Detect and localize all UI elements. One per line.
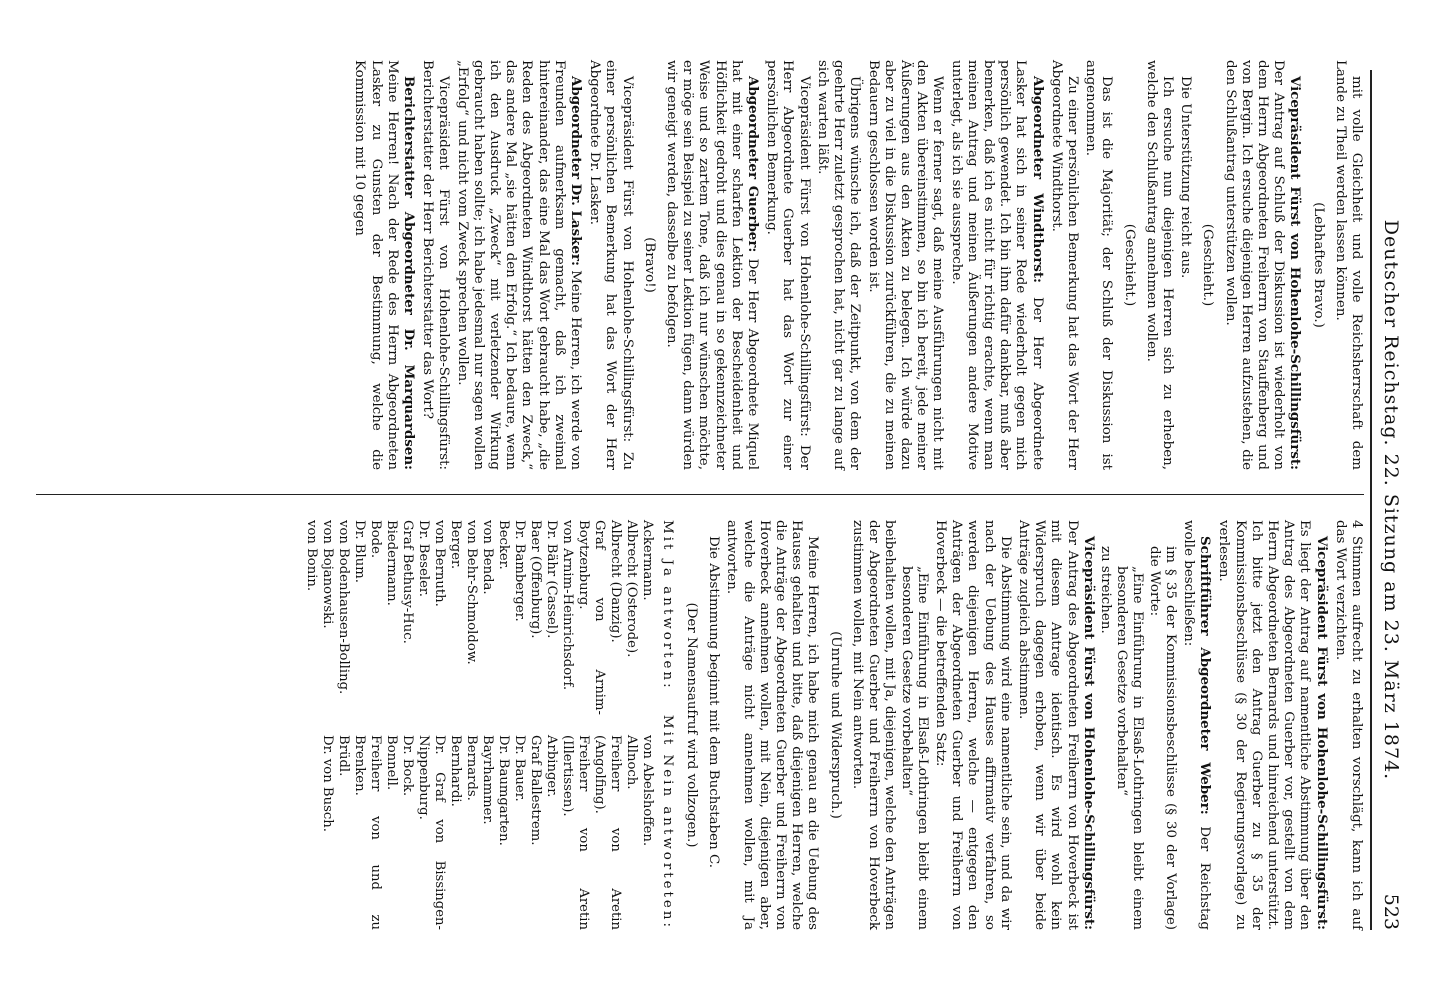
speaker-name: Abgeordneter Windthorst:: [1029, 76, 1046, 283]
voter-name: Albrecht (Osterode).: [623, 520, 639, 658]
paragraph-text: 4 Stimmen aufrecht zu erhalten vorschlägt, kann ich auf das Wort verzichten.: [1332, 520, 1364, 930]
voter-name: Freiherr von und zu Brenken.: [351, 735, 383, 930]
voter-name: Freiherr von Aretin (Illertissen).: [559, 735, 591, 930]
paragraph: [849, 520, 898, 930]
no-voter-list: [303, 735, 655, 930]
paragraph: [814, 60, 863, 470]
paragraph: [663, 60, 761, 470]
paragraph-text: Meine Herren! Nach der Rede des Herrn Abgeordneten Lasker zu Gunsten der Bestimmung, welche die Kommission mit 10 gegen: [352, 60, 400, 470]
paragraph: [763, 60, 812, 470]
paragraph-text: Die Abstimmung beginnt mit dem Buchstaben C.: [706, 536, 722, 868]
voter-name: von Bonin.: [303, 520, 319, 592]
voter-name: von Benda.: [479, 520, 495, 595]
voter-name: Bernards.: [463, 735, 479, 801]
paragraph: [864, 60, 945, 470]
paragraph: [1180, 520, 1213, 930]
paragraph-text: (Unruhe und Widerspruch.): [827, 631, 843, 819]
paragraph-text: zu streichen.: [1097, 546, 1113, 634]
voter-name: Biedermann.: [383, 520, 399, 606]
voter-name: Bonnell.: [383, 735, 399, 791]
right-column: [30, 520, 1364, 930]
paragraph: [1215, 520, 1329, 930]
paragraph-text: Wenn er ferner sagt, daß meine Ausführungen nicht mit den Akten übereinstimmen, so bin ich bereit, jede meiner Äußerungen aus den Akten zu belegen. Ich würde dazu aber zu viel in die Diskussion zurückführen, die zu meinen Bedauern geschlossen worden ist.: [865, 60, 946, 470]
paragraph-text: Meine Herren, ich habe mich genau an die Uebung des Hauses gehalten und bitte, daß diejenigen Herren, welche die Anträge der Abgeordneten Guerber und Freiherrn von Hoverbeck annehmen wollen, mit Nein, diejenigen aber, welche die Anträge nicht annehmen wollen, mit Ja antworten.: [724, 520, 821, 930]
voter-name: Dr. von Busch.: [319, 735, 335, 832]
voter-name: Graf Ballestrem.: [527, 735, 543, 846]
voter-name: Allnoch.: [623, 735, 639, 790]
column-divider: [36, 494, 1364, 495]
left-column: [30, 60, 1364, 470]
voter-name: Becker.: [495, 520, 511, 570]
paragraph: [1332, 60, 1364, 470]
yes-voter-list: [303, 520, 655, 715]
vote-no-label: Mit Nein antworteten:: [659, 714, 675, 930]
quoted-text: [1097, 520, 1113, 930]
paragraph-text: Das ist die Majorität; der Schluß der Diskussion ist angenommen.: [1083, 60, 1115, 470]
voter-name: Baer (Offenburg).: [527, 520, 543, 639]
paragraph-text: Die Unterstützung reicht aus.: [1178, 76, 1194, 279]
paragraph-text: mit volle Gleichheit und volle Reichsherrschaft dem Lande zu Theil werden lassen können.: [1332, 60, 1364, 470]
stage-direction: [683, 520, 699, 930]
quoted-clause: [897, 520, 929, 930]
speaker-name: Abgeordneter Guerber:: [745, 76, 762, 253]
speaker-name: Abgeordneter Dr. Lasker:: [568, 76, 585, 266]
voter-name: von Bodenhausen-Bolling.: [335, 520, 351, 695]
voter-name: von Arnim-Heinrichsdorf.: [559, 520, 575, 691]
voter-name: Dr. Graf von Bissingen-Nippenburg.: [415, 735, 447, 930]
paragraph: [1015, 520, 1097, 930]
voter-name: Dr. Bock.: [399, 735, 415, 797]
paragraph-text: Der Herr Abgeordnete Miquel hat mit einer scharfen Lektion der Bescheidenheit und Höflichkeit gedroht und dies genau in so gekennzeichneter Weise und so zartem Tone, daß ich nur wünschen möchte, er möge sein Beispiel zu seiner Lektion fügen, dann würden wir geneigt werden, dasselbe zu befolgen.: [664, 60, 761, 470]
voter-name: Bernhardi.: [447, 735, 463, 807]
paragraph-text: (Lebhaftes Bravo.): [1310, 202, 1326, 328]
paragraph: [1332, 520, 1364, 930]
paragraph-text: Ich ersuche nun diejenigen Herren sich zu erheben, welche den Schlußantrag annehmen wollen.: [1143, 60, 1175, 470]
voter-name: von Abelshoffen.: [639, 735, 655, 847]
paragraph: [1221, 60, 1303, 470]
paragraph: [932, 520, 1013, 930]
paragraph: [705, 520, 721, 930]
voter-name: Berger.: [447, 520, 463, 570]
stage-direction: [1120, 60, 1136, 470]
paragraph-text: Der Antrag auf Schluß der Diskussion ist wiederholt von dem Herrn Abgeordneten Freiherrn von Stauffenberg und von Bergin. Ich ersuche diejenigen Herren aufzustehen, die den Schlußantrag unterstützen wollen.: [1222, 60, 1287, 470]
page-number: 523: [1380, 893, 1402, 930]
vote-yes-label: Mit Ja antworten:: [659, 520, 675, 691]
voter-name: Brüdl.: [335, 735, 351, 777]
paragraph-text: Meine Herren, ich werde von Freunden aufmerksam gemacht, daß ich zweimal hintereinander, das eine Mal das Wort gebraucht habe, „die Reden des Abgeordneten Windthorst hätten den Zweck,“ das andere Mal „sie hätten den Erfolg.“ Ich bedaure, wenn ich den Ausdruck „Zweck“ mit verletzender Wirkung gebraucht haben sollte; ich habe jedesmal nur sagen wollen „Erfolg“ und nicht vom Zweck sprechen wollen.: [454, 60, 584, 470]
speaker-name: Vicepräsident Fürst von Hohenlohe-Schillingsfürst:: [1287, 76, 1304, 470]
page-title: Deutscher Reichstag. 22. Sitzung am 23. März 1874.: [1380, 219, 1402, 781]
speaker-name: Vicepräsident Fürst von Hohenlohe-Schillingsfürst:: [1080, 536, 1097, 930]
voter-name: Arbinger.: [543, 735, 559, 798]
paragraph-text: „Eine Einführung in Elsaß-Lothringen bleibt einem besonderen Gesetze vorbehalten“: [1114, 566, 1146, 930]
paragraph: [723, 520, 820, 930]
paragraph-text: „Eine Einführung in Elsaß-Lothringen bleibt einem besonderen Gesetze vorbehalten“: [898, 566, 930, 930]
paragraph: [453, 60, 584, 470]
quoted-text: [1145, 520, 1177, 930]
voter-name: Albrecht (Danzig).: [607, 520, 623, 643]
voter-name: Dr. Blum.: [351, 520, 367, 583]
vote-header: [659, 520, 675, 930]
paragraph-text: Vicepräsident Fürst von Hohenlohe-Schillingsfürst: Zu einer persönlichen Bemerkung hat das Wort der Herr Abgeordnete Dr. Lasker.: [587, 60, 635, 470]
paragraph: [1048, 60, 1080, 470]
paragraph: [586, 60, 635, 470]
paragraph-text: (Bravo!): [641, 237, 657, 293]
voter-name: Bode.: [367, 520, 383, 559]
paragraph-text: Vicepräsident Fürst von Hohenlohe-Schillingsfürst: Berichterstatter der Herr Berichterstatter das Wort?: [420, 60, 452, 470]
quoted-clause: [1113, 520, 1145, 930]
voter-name: Graf von Arnim-Boytzenburg.: [575, 520, 607, 715]
paragraph-text: (Der Namensaufruf wird vollzogen.): [684, 602, 700, 848]
paragraph-text: Zu einer persönlichen Bemerkung hat das Wort der Herr Abgeordnete Windthorst.: [1048, 60, 1080, 470]
paragraph-text: Übrigens wünsche ich, daß der Zeitpunkt, von dem der geehrte Herr zuletzt gesprochen hat, nicht gar zu lange auf sich warten läßt.: [814, 60, 863, 470]
voter-name: Dr. Bamberger.: [511, 520, 527, 622]
voter-name: Dr. Baumgarten.: [495, 735, 511, 846]
paragraph-text: Die Abstimmung wird eine namentliche sein, und da wir nach der Uebung des Hauses affirmativ verfahren, so werden diejenigen Herren, welche — entgegen den Anträgen der Abgeordneten Guerber und Freiherrn von Hoverbeck — die betreffenden Satz:: [932, 520, 1013, 930]
voter-name: Ackermann.: [639, 520, 655, 601]
paragraph: [351, 60, 417, 470]
voter-name: Dr. Bähr (Cassel).: [543, 520, 559, 639]
voter-name: Graf Bethusy-Huc.: [399, 520, 415, 644]
paragraph: [1177, 60, 1193, 470]
paragraph-text: Der Antrag des Abgeordneten Freiherrn von Hoverbeck ist mit diesem Antrage identisch. Es wird wohl kein Widerspruch dagegen erhoben, wenn wir über beide Anträge zugleich abstimmen.: [1015, 520, 1080, 930]
paragraph-text: beibehalten wollen, mit Ja, diejenigen, welche den Anträgen der Abgeordneten Guerber und Freiherrn von Hoverbeck zustimmen wollen, mit Nein antworten.: [849, 520, 898, 930]
stage-direction: [827, 520, 843, 930]
voter-name: Dr. Beseler.: [415, 520, 431, 597]
stage-direction: [1309, 60, 1325, 470]
voter-name: Bayrhammer.: [479, 735, 495, 825]
stage-direction: [1199, 60, 1215, 470]
speaker-name: Berichterstatter Abgeordneter Dr. Marquardsen:: [401, 76, 418, 470]
voter-name: von Behr-Schmoldow.: [463, 520, 479, 665]
paragraph-text: Der Herr Abgeordnete Lasker hat sich in seiner Rede wiederholt gegen mich persönlich gewendet. Ich bin ihm dafür dankbar, muß aber bemerken, daß ich es nicht für richtig erachte, wenn man meinen Antrag und meinen Äußerungen andere Motive unterlegt, als ich sie ausspreche.: [948, 60, 1045, 470]
paragraph: [1143, 60, 1175, 470]
paragraph-text: Vicepräsident Fürst von Hohenlohe-Schillingsfürst: Der Herr Abgeordnete Guerber hat das Wort zur einer persönlichen Bemerkung.: [764, 60, 812, 470]
stage-direction: [641, 60, 657, 470]
voter-name: von Bojanowski.: [319, 520, 335, 629]
speaker-name: Vicepräsident Fürst von Hohenlohe-Schillingsfürst:: [1313, 536, 1330, 930]
paragraph: [419, 60, 451, 470]
paragraph-text: (Geschieht.): [1121, 223, 1137, 307]
voter-name: Dr. Bauer.: [511, 735, 527, 802]
speaker-name: Schriftführer Abgeordneter Weber:: [1197, 536, 1214, 815]
page-header: [1370, 70, 1406, 930]
paragraph-text: (Geschieht.): [1200, 223, 1216, 307]
paragraph: [1082, 60, 1114, 470]
paragraph-text: im § 35 der Kommissionsbeschlüsse (§ 30 der Vorlage) die Worte:: [1146, 546, 1178, 930]
voter-name: von Bernuth.: [431, 520, 447, 607]
paragraph: [947, 60, 1045, 470]
vote-name-lists: [303, 520, 655, 930]
paragraph-text: Der Reichstag wolle beschließen:: [1180, 520, 1213, 930]
voter-name: Freiherr von Aretin (Angolfing).: [591, 735, 623, 930]
paragraph-text: Es liegt der Antrag auf namentliche Abstimmung über den Antrag des Abgeordneten Guerber vor, gestellt von dem Herrn Abgeordneten Bernards und hinreichend unterstützt. Ich bitte jetzt den Antrag Guerber zu § 35 der Kommissionsbeschlüsse (§ 30 der Regierungsvorlage) zu verlesen.: [1216, 520, 1313, 930]
